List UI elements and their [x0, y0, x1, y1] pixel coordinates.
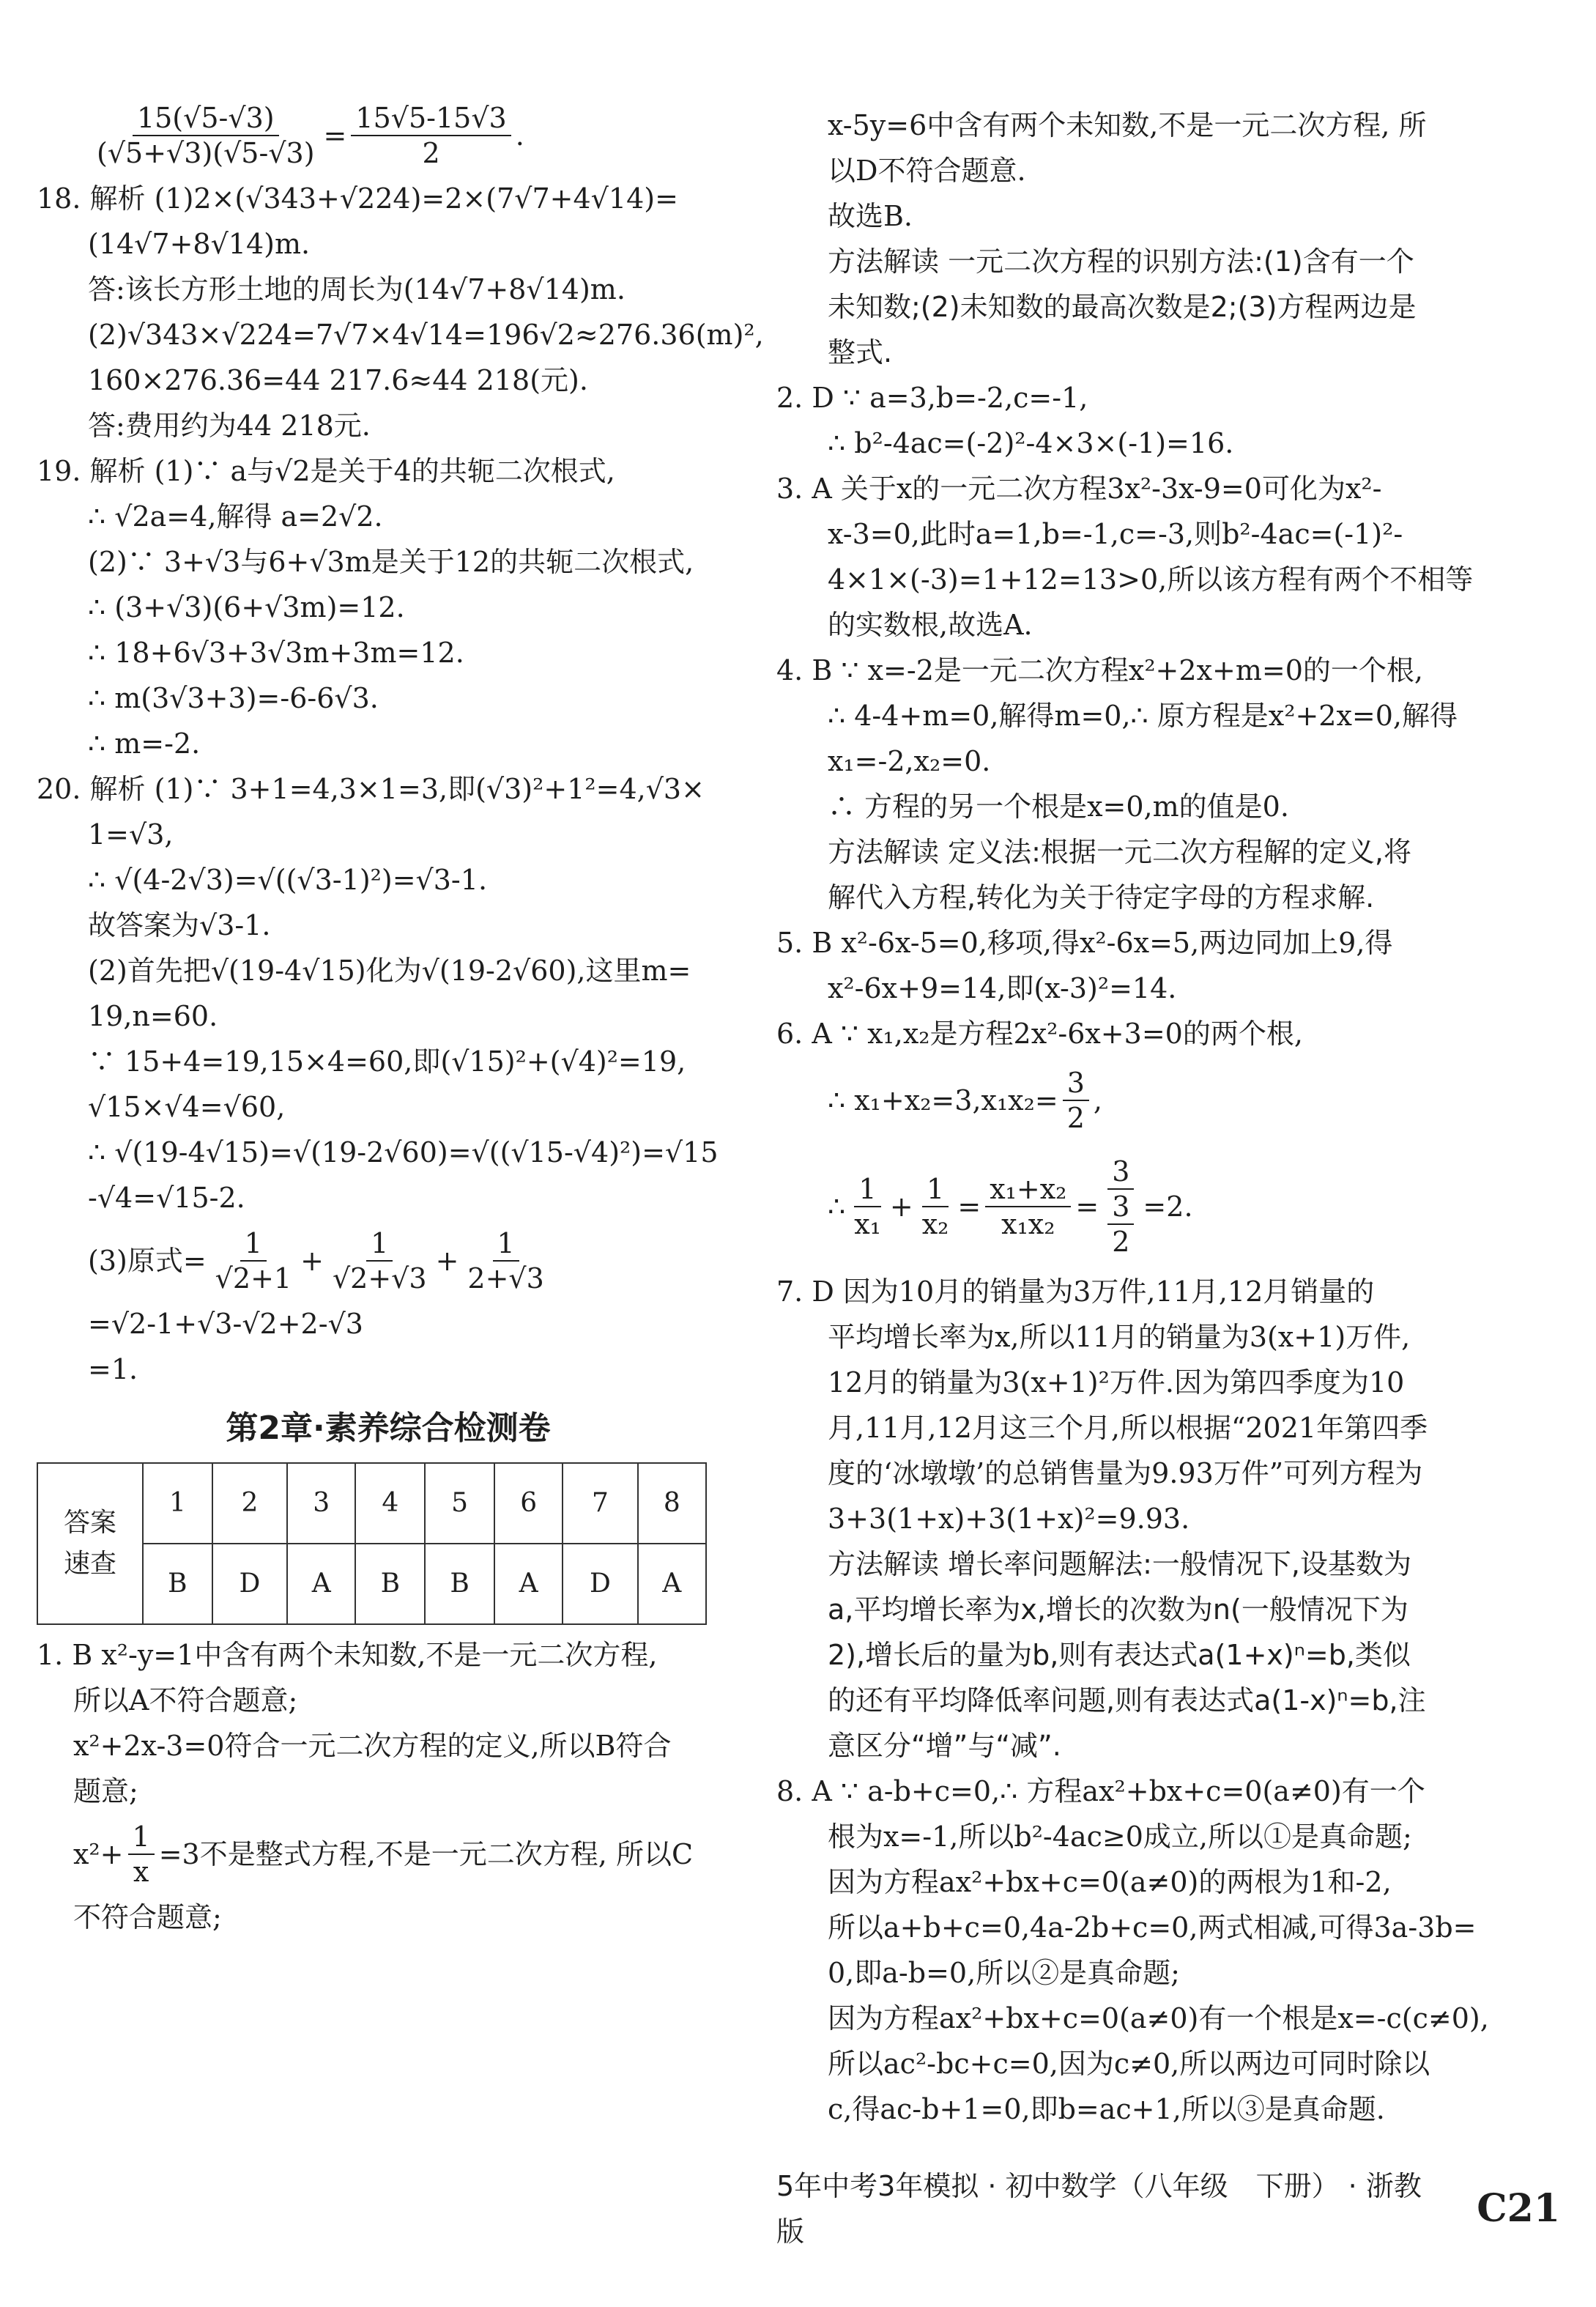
denominator: x₁ [854, 1208, 881, 1240]
denominator: √2+1 [215, 1262, 292, 1295]
question-number: 2 [212, 1463, 287, 1544]
numerator: 1 [854, 1172, 880, 1207]
fraction [985, 1172, 1071, 1241]
text-line: ∵ 15+4=19,15×4=60,即(√15)²+(√4)²=19, [88, 1045, 686, 1078]
answer-cell: B [425, 1544, 494, 1624]
text-line: ∴ 方程的另一个根是x=0,m的值是0. [828, 790, 1289, 823]
text-line: 故答案为√3-1. [88, 909, 271, 941]
text-line: 平均增长率为x,所以11月的销量为3(x+1)万件, [828, 1321, 1411, 1353]
text-line: 所以A不符合题意; [73, 1684, 298, 1717]
denominator: √2+√3 [332, 1262, 427, 1295]
text-line: 5. B x²-6x-5=0,移项,得x²-6x=5,两边同加上9,得 [776, 927, 1393, 959]
text-line: =1. [88, 1353, 138, 1385]
text-line: ∴ m(3√3+3)=-6-6√3. [88, 682, 379, 714]
method-note: a,平均增长率为x,增长的次数为n(一般情况下为 [828, 1593, 1408, 1626]
text-line: ∴ m=-2. [88, 727, 201, 760]
denominator: x₁x₂ [1001, 1208, 1055, 1240]
equals: = [957, 1190, 981, 1223]
numerator: 1 [922, 1172, 949, 1207]
method-note: 意区分“增”与“减”. [828, 1730, 1061, 1762]
text-line: x²-6x+9=14,即(x-3)²=14. [828, 972, 1177, 1004]
text-line: 7. D 因为10月的销量为3万件,11月,12月销量的 [776, 1275, 1375, 1308]
text-line: 度的‘冰墩墩’的总销售量为9.93万件”可列方程为 [828, 1457, 1423, 1489]
text-line: 19,n=60. [88, 1000, 218, 1032]
left-column [37, 102, 764, 1940]
text-line: 12月的销量为3(x+1)²万件.因为第四季度为10 [828, 1366, 1405, 1399]
text-line: 不符合题意; [73, 1901, 222, 1933]
denominator: 2+√3 [467, 1262, 544, 1295]
numerator: 1 [240, 1226, 267, 1262]
label-bottom: 速查 [63, 1549, 116, 1579]
complex-fraction [1103, 1155, 1138, 1259]
text-line: (2)∵ 3+√3与6+√3m是关于12的共轭二次根式, [88, 546, 694, 578]
suffix: =3不是整式方程,不是一元二次方程, 所以C [158, 1838, 694, 1870]
text-line: 答:该长方形土地的周长为(14√7+8√14)m. [88, 273, 626, 305]
suffix: , [1093, 1084, 1102, 1117]
text-line: 故选B. [828, 200, 913, 232]
text-line: ∴ √(4-2√3)=√((√3-1)²)=√3-1. [88, 864, 488, 896]
fraction [351, 101, 511, 170]
text-line: (2)首先把√(19-4√15)化为√(19-2√60),这里m= [88, 955, 691, 987]
suffix: =2. [1143, 1190, 1193, 1223]
text-line: ∴ 4-4+m=0,解得m=0,∴ 原方程是x²+2x=0,解得 [828, 700, 1458, 732]
text-line: ∴ (3+√3)(6+√3m)=12. [88, 591, 405, 623]
text-line: 18. 解析 (1)2×(√343+√224)=2×(7√7+4√14)= [37, 182, 678, 215]
text-line: 因为方程ax²+bx+c=0(a≠0)有一个根是x=-c(c≠0), [828, 2002, 1489, 2034]
denominator: x [133, 1856, 149, 1888]
text-line: 所以ac²-bc+c=0,因为c≠0,所以两边可同时除以 [828, 2048, 1430, 2080]
text-line: 2. D ∵ a=3,b=-2,c=-1, [776, 382, 1088, 414]
text-line: 3+3(1+x)+3(1+x)²=9.93. [828, 1503, 1190, 1535]
text-line: 4×1×(-3)=1+12=13>0,所以该方程有两个不相等 [828, 563, 1474, 596]
numerator: 15(√5-√3) [133, 101, 279, 136]
text-line: 以D不符合题意. [828, 155, 1026, 187]
answer-cell: A [494, 1544, 563, 1624]
text-line: 因为方程ax²+bx+c=0(a≠0)的两根为1和-2, [828, 1866, 1392, 1898]
numerator: 15√5-15√3 [351, 101, 511, 136]
text-line: 月,11月,12月这三个月,所以根据“2021年第四季 [828, 1412, 1428, 1444]
fraction-line-q6b [776, 1144, 1560, 1269]
question-number: 1 [143, 1463, 212, 1544]
numerator: 1 [493, 1226, 519, 1262]
text-line: 6. A ∵ x₁,x₂是方程2x²-6x+3=0的两个根, [776, 1018, 1303, 1050]
text-line: -√4=√15-2. [88, 1182, 245, 1214]
equals-sign: = [323, 119, 347, 152]
prefix: (3)原式= [88, 1245, 207, 1277]
method-note: 解代入方程,转化为关于待定字母的方程求解. [828, 881, 1375, 914]
fraction [850, 1172, 886, 1241]
text-line: x-5y=6中含有两个未知数,不是一元二次方程, 所 [828, 109, 1427, 141]
answer-cell: D [212, 1544, 287, 1624]
answer-cell: B [143, 1544, 212, 1624]
text-line: 1=√3, [88, 818, 174, 851]
question-number: 6 [494, 1463, 563, 1544]
fraction [918, 1172, 954, 1241]
text-line: =√2-1+√3-√2+2-√3 [88, 1308, 363, 1340]
text-line: ∴ b²-4ac=(-2)²-4×3×(-1)=16. [828, 427, 1234, 459]
text-line: x-3=0,此时a=1,b=-1,c=-3,则b²-4ac=(-1)²- [828, 518, 1403, 550]
equals: = [1075, 1190, 1099, 1223]
fraction [328, 1226, 431, 1295]
prefix: ∴ x₁+x₂=3,x₁x₂= [828, 1084, 1058, 1117]
prefix: ∴ [828, 1190, 846, 1223]
text-line: 的实数根,故选A. [828, 609, 1033, 641]
section-title: 第2章·素养综合检测卷 [226, 1410, 551, 1447]
numerator: 1 [366, 1226, 393, 1262]
question-number: 5 [425, 1463, 494, 1544]
question-number: 3 [287, 1463, 355, 1544]
fraction [211, 1226, 296, 1295]
text-line: x₁=-2,x₂=0. [828, 745, 991, 777]
fraction [463, 1226, 548, 1295]
denominator: x₂ [921, 1208, 949, 1240]
text-line: ∴ √2a=4,解得 a=2√2. [88, 500, 383, 533]
text-line: 4. B ∵ x=-2是一元二次方程x²+2x+m=0的一个根, [776, 654, 1423, 686]
method-note: 方法解读 增长率问题解法:一般情况下,设基数为 [828, 1548, 1411, 1580]
period: . [515, 119, 524, 152]
method-note: 2),增长后的量为b,则有表达式a(1+x)ⁿ=b,类似 [828, 1639, 1411, 1671]
question-number: 8 [638, 1463, 706, 1544]
method-note: 的还有平均降低率问题,则有表达式a(1-x)ⁿ=b,注 [828, 1684, 1426, 1717]
answer-table [37, 1462, 707, 1625]
text-line: 所以a+b+c=0,4a-2b+c=0,两式相减,可得3a-3b= [828, 1911, 1477, 1944]
numerator: x₁+x₂ [985, 1172, 1071, 1207]
text-line: ∴ 18+6√3+3√3m+3m=12. [88, 637, 464, 669]
fraction-line-p3: (3)原式= $\frac{1}{√2+1}$ + $\frac{1}{√2+√3}$ + $\frac{1}{2+√3}$ [37, 1221, 740, 1301]
numerator: 1 [128, 1820, 155, 1855]
fraction [1107, 1190, 1134, 1259]
denominator: 2 [1112, 1226, 1130, 1258]
fraction-line-q6a [776, 1056, 1560, 1144]
fraction-line-q1c [37, 1814, 740, 1895]
method-note: 方法解读 一元二次方程的识别方法:(1)含有一个 [828, 245, 1414, 278]
text-line: (2)√343×√224=7√7×4√14=196√2≈276.36(m)², [88, 319, 764, 351]
text-line: x²+2x-3=0符合一元二次方程的定义,所以B符合 [73, 1730, 672, 1762]
text-line: 3. A 关于x的一元二次方程3x²-3x-9=0可化为x²- [776, 473, 1382, 505]
question-number: 7 [563, 1463, 637, 1544]
text-line: 19. 解析 (1)∵ a与√2是关于4的共轭二次根式, [37, 455, 615, 487]
method-note: 整式. [828, 336, 893, 369]
text-line: 答:费用约为44 218元. [88, 410, 371, 442]
method-note: 方法解读 定义法:根据一元二次方程解的定义,将 [828, 836, 1411, 868]
text-line: 8. A ∵ a-b+c=0,∴ 方程ax²+bx+c=0(a≠0)有一个 [776, 1775, 1425, 1807]
right-column [776, 103, 1560, 2132]
numerator: 3 [1107, 1190, 1134, 1225]
answer-cell: D [563, 1544, 637, 1624]
answer-cell: B [355, 1544, 425, 1624]
numerator: 3 [1107, 1155, 1134, 1190]
text-line: 1. B x²-y=1中含有两个未知数,不是一元二次方程, [37, 1639, 658, 1671]
fraction [1063, 1066, 1089, 1135]
answer-table-label [37, 1463, 143, 1624]
text-line: √15×√4=√60, [88, 1091, 286, 1123]
fraction [92, 101, 319, 170]
answer-cell: A [638, 1544, 706, 1624]
denominator: (√5+√3)(√5-√3) [97, 137, 315, 169]
page-number: C21 [1477, 2186, 1560, 2231]
fraction-line-top [37, 95, 740, 176]
text-line: c,得ac-b+1=0,即b=ac+1,所以③是真命题. [828, 2093, 1385, 2125]
book-title: 5年中考3年模拟 · 初中数学（八年级 下册） · 浙教版 [776, 2170, 1422, 2248]
plus: + [889, 1190, 913, 1223]
text-line: 根为x=-1,所以b²-4ac≥0成立,所以①是真命题; [828, 1821, 1412, 1853]
denominator: 2 [422, 137, 440, 169]
text-line: 题意; [73, 1775, 138, 1807]
text-line: 0,即a-b=0,所以②是真命题; [828, 1957, 1180, 1989]
denominator: 2 [1066, 1102, 1085, 1134]
label-top: 答案 [63, 1508, 116, 1538]
page-footer [776, 2170, 1560, 2248]
fraction [128, 1820, 155, 1889]
prefix: x²+ [73, 1838, 124, 1870]
text-line: ∴ √(19-4√15)=√(19-2√60)=√((√15-√4)²)=√15 [88, 1136, 719, 1169]
text-line: 160×276.36=44 217.6≈44 218(元). [88, 364, 588, 396]
text-line: (14√7+8√14)m. [88, 228, 311, 260]
numerator: 3 [1063, 1066, 1089, 1101]
text-line: 20. 解析 (1)∵ 3+1=4,3×1=3,即(√3)²+1²=4,√3× [37, 773, 705, 805]
method-note: 未知数;(2)未知数的最高次数是2;(3)方程两边是 [828, 291, 1417, 323]
denominator [1103, 1190, 1138, 1259]
question-number: 4 [355, 1463, 425, 1544]
answer-cell: A [287, 1544, 355, 1624]
